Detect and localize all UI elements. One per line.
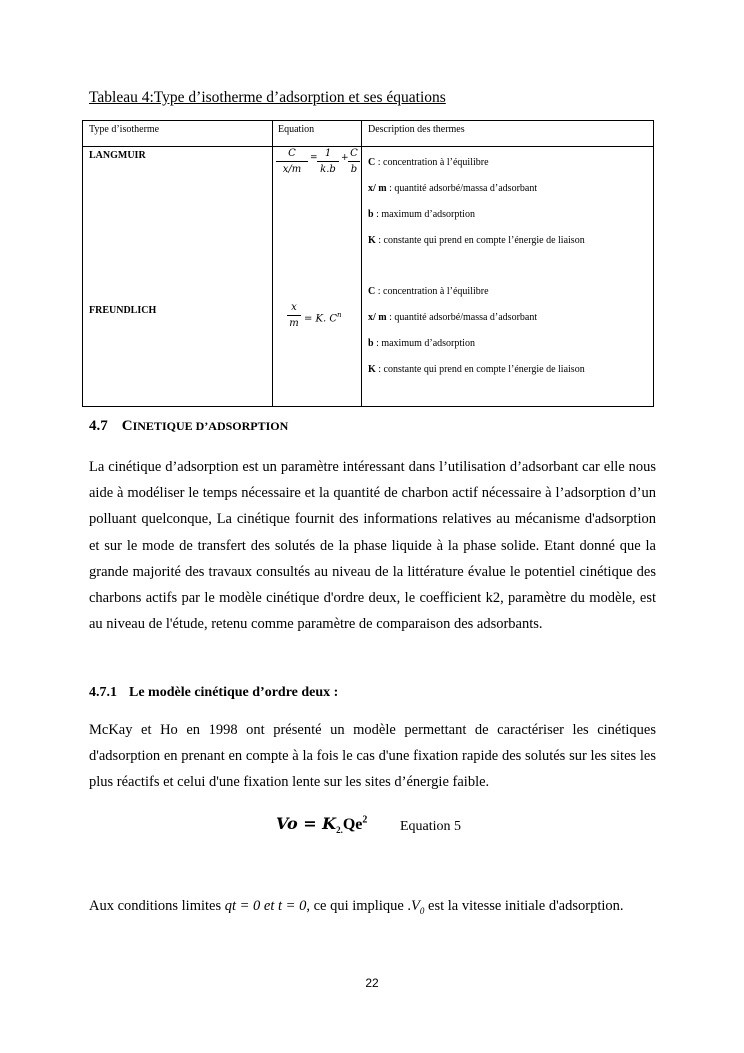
freundlich-description <box>368 279 585 383</box>
freundlich-rhs: = K. $C^n$ <box>304 311 342 325</box>
equation-5-label: Equation 5 <box>400 819 462 834</box>
freundlich-label: FREUNDLICH <box>89 305 157 316</box>
table-header-divider <box>83 146 653 147</box>
header-description: Description des thermes <box>368 124 465 135</box>
page-number: 22 <box>365 976 379 990</box>
subsection-heading: 4.7.1 Le modèle cinétique d’ordre deux : <box>89 685 339 700</box>
table-caption: Tableau 4:Type d’isotherme d’adsorption et ses équations <box>89 89 446 106</box>
freundlich-desc-xm: x/ m : quantité adsorbé/massa d’adsorbant <box>368 312 538 323</box>
langmuir-f3-den: b <box>350 164 358 175</box>
langmuir-op1: = <box>310 153 318 163</box>
langmuir-desc-c: C : concentration à l’équilibre <box>368 157 489 168</box>
langmuir-equation <box>276 148 360 188</box>
langmuir-description <box>368 150 585 254</box>
langmuir-desc-b: b : maximum d’adsorption <box>368 209 475 220</box>
freundlich-desc-b: b : maximum d’adsorption <box>368 338 475 349</box>
equation-5: $Vo = K_{2.}Qe^2$ <box>276 814 368 836</box>
freundlich-f-num: x <box>291 302 297 313</box>
langmuir-f1-num: C <box>288 148 296 159</box>
freundlich-desc-c: C : concentration à l’équilibre <box>368 286 489 297</box>
isotherm-table <box>82 120 654 407</box>
header-equation: Equation <box>278 124 315 135</box>
langmuir-f2-num: 1 <box>324 148 332 159</box>
langmuir-f2-den: k.b <box>320 164 336 175</box>
table-col-divider <box>272 121 273 406</box>
langmuir-f3-num: C <box>350 148 358 159</box>
freundlich-desc-k: K : constante qui prend en compte l’énergie de liaison <box>368 364 585 375</box>
langmuir-f1-den: x/m <box>282 164 302 175</box>
paragraph-boundary-conditions: Aux conditions limites qt = 0 et t = 0, ce qui implique $.V_0$ est la vitesse initiale d'adsorption. <box>89 898 624 916</box>
langmuir-desc-k: K : constante qui prend en compte l’énergie de liaison <box>368 235 585 246</box>
table-col-divider <box>361 121 362 406</box>
freundlich-f-den: m <box>289 318 299 329</box>
header-type: Type d’isotherme <box>89 124 160 135</box>
paragraph-mckay-ho: McKay et Ho en 1998 ont présenté un modèle permettant de caractériser les cinétiques d'adsorption en prenant en compte à la fois le cas d'une fixation rapide des solutés sur les sites les plus réactifs et celui d'une fixation lente sur les sites d’énergie faible. <box>89 722 656 791</box>
section-heading: 4.7 CINETIQUE D’ADSORPTION <box>89 418 289 434</box>
paragraph-kinetics: La cinétique d’adsorption est un paramètre intéressant dans l’utilisation d’adsorbant car elle nous aide à modéliser le temps nécessaire et la quantité de charbon actif nécessaire à l’adsorption d’un polluant quelconque, La cinétique fournit des informations relatives au mécanisme d'adsorption et sur le mode de transfert des solutés de la phase liquide à la phase solide. Etant donné que la grande majorité des travaux consultés au niveau de la littérature évalue le potentiel cinétique des charbons actifs par le modèle cinétique d'ordre deux, le coefficient k2, paramètre du modèle, est au niveau de l'étude, retenu comme paramètre de comparaison des adsorbants. <box>89 459 656 633</box>
freundlich-equation <box>287 302 357 342</box>
langmuir-op2: + <box>341 153 349 163</box>
langmuir-label: LANGMUIR <box>89 150 146 161</box>
langmuir-desc-xm: x/ m : quantité adsorbé/massa d’adsorbant <box>368 183 538 194</box>
